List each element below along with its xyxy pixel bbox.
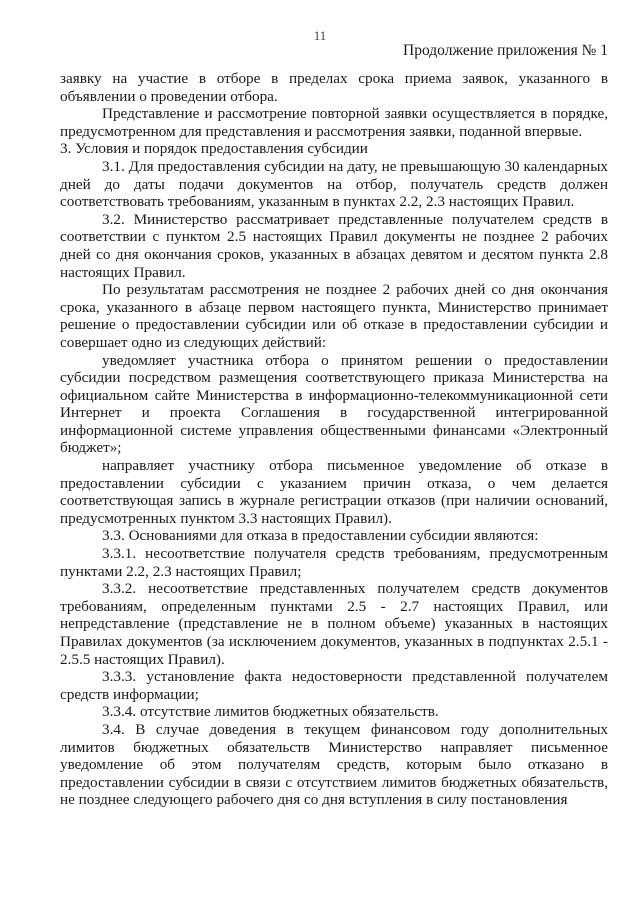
clause-3-1: 3.1. Для предоставления субсидии на дату, не превышающую 30 календарных дней до даты подачи документов на отбор, получатель средств должен соответствовать требованиям, указанным в пунктах 2.2, 2.3 настоящих Правил. <box>60 157 608 211</box>
document-body <box>60 70 608 809</box>
clause-3-3-3: 3.3.3. установление факта недостоверности представленной получателем средств информации; <box>60 668 608 703</box>
clause-3-4: 3.4. В случае доведения в текущем финансовом году дополнительных лимитов бюджетных обязательств Министерство направляет письменное уведомление об этом получателям средств, которым было отказано в предоставлении субсидии в связи с отсутствием лимитов бюджетных обязательств, не позднее следующего рабочего дня со дня вступления в силу постановления <box>60 720 608 809</box>
page-number: 11 <box>313 28 327 43</box>
clause-3-3-2: 3.3.2. несоответствие представленных получателем средств документов требованиям, определенным пунктами 2.5 - 2.7 настоящих Правил, или непредставление (представление не в полном объеме) указанных в настоящих Правилах документов (за исключением документов, указанных в подпунктах 2.5.1 - 2.5.5 настоящих Правил). <box>60 580 608 668</box>
clause-3-3: 3.3. Основаниями для отказа в предоставлении субсидии являются: <box>102 527 539 545</box>
clause-3-3-4: 3.3.4. отсутствие лимитов бюджетных обязательств. <box>102 703 439 721</box>
appendix-label: Продолжение приложения № 1 <box>403 42 608 59</box>
clause-3-3-1: 3.3.1. несоответствие получателя средств требованиям, предусмотренным пунктами 2.2, 2.3 настоящих Правил; <box>60 545 608 580</box>
paragraph-continuation: заявку на участие в отборе в пределах срока приема заявок, указанного в объявлении о проведении отбора. <box>60 70 608 105</box>
clause-3-2-notify: уведомляет участника отбора о принятом решении о предоставлении субсидии посредством размещения соответствующего приказа Министерства на официальном сайте Министерства в информационно-телекоммуникационной сети Интернет и проекта Соглашения в государственной интегрированной информационной системе управления общественными финансами «Электронный бюджет»; <box>60 351 608 457</box>
paragraph-repeat-application: Представление и рассмотрение повторной заявки осуществляется в порядке, предусмотренном для представления и рассмотрения заявки, поданной впервые. <box>60 105 608 140</box>
clause-3-2: 3.2. Министерство рассматривает представленные получателем средств в соответствии с пунктом 2.5 настоящих Правил документы не позднее 2 рабочих дней со дня окончания сроков, указанных в абзацах девятом и десятом пункта 2.8 настоящих Правил. <box>60 210 608 281</box>
section-title: 3. Условия и порядок предоставления субсидии <box>60 140 368 158</box>
clause-3-2-results: По результатам рассмотрения не позднее 2 рабочих дней со дня окончания срока, указанного в абзаце первом настоящего пункта, Министерство принимает решение о предоставлении субсидии или об отказе в предоставлении субсидии и совершает одно из следующих действий: <box>60 281 608 351</box>
clause-3-2-refusal: направляет участнику отбора письменное уведомление об отказе в предоставлении субсидии с указанием причин отказа, о чем делается соответствующая запись в журнале регистрации отказов (при наличии оснований, предусмотренных пунктом 3.3 настоящих Правил). <box>60 457 608 527</box>
